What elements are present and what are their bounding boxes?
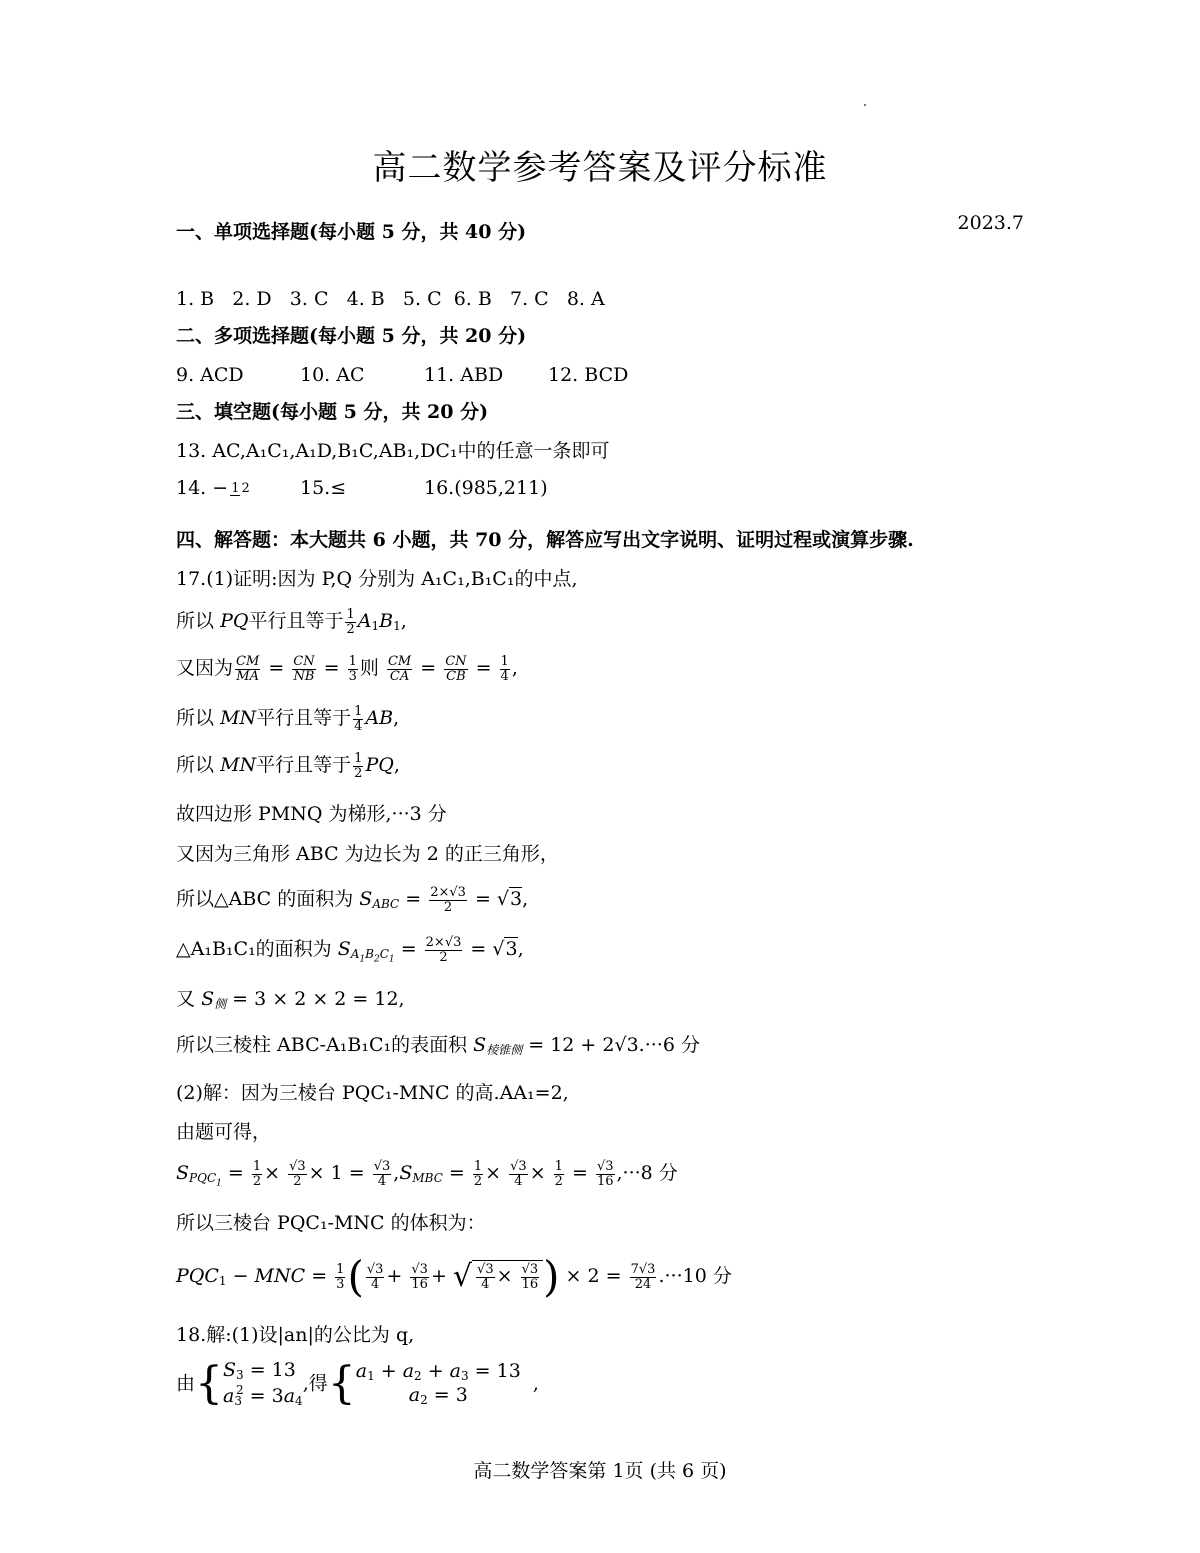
q17-line-5: 所以 MN平行且等于 $\frac{1}{2}$ PQ,	[176, 751, 400, 781]
section4-heading: 四、解答题：本大题共 6 小题，共 70 分，解答应写出文字说明、证明过程或演算步骤.	[176, 529, 914, 551]
q17-line-10: 又 $S_侧 = 3 \times 2 \times 2 = 12$,	[176, 988, 405, 1011]
page-footer: 高二数学答案第 1页 (共 6 页)	[473, 1460, 727, 1482]
q17-line-7: 又因为三角形 ABC 为边长为 2 的正三角形，	[176, 843, 559, 865]
q17-line-6: 故四边形 PMNQ 为梯形,···3 分	[176, 803, 447, 825]
q17-line-8: 所以△ABC 的面积为 $S_{ABC}$ = $\frac{2\times√3}{2}$ = √3,	[176, 885, 529, 915]
answer-7: 7. C	[509, 288, 549, 310]
answer-6: 6. B	[453, 288, 492, 310]
q18-line-2: 由{ $S_3 = 13$ $a_3^2 = 3a_4$ ,得{ $a_1 + a_2 + a_3 = 13$ $a_2 = 3$ ,	[176, 1358, 539, 1409]
answer-4: 4. B	[346, 288, 385, 310]
answer-15: 15.≤	[300, 477, 347, 499]
answer-16: 16.(985,211)	[424, 477, 548, 499]
q18-line-1: 18.解:(1)设|an|的公比为 q,	[176, 1324, 415, 1346]
section1-answers	[176, 288, 605, 311]
q17-line-15: 所以三棱台 PQC₁-MNC 的体积为：	[176, 1212, 486, 1234]
q17-line-3: 又因为 $\frac{CM}{MA}$ = $\frac{CN}{NB}$ = $\frac{1}{3}$ 则 $\frac{CM}{CA}$ = $\frac{CN}{CB}$ = $\frac{1}{4}$ ,	[176, 654, 518, 684]
answer-9: 9. ACD	[176, 364, 244, 386]
section2-answers	[176, 364, 628, 387]
q17-line-12: (2)解：因为三棱台 PQC₁-MNC 的高.AA₁=2,	[176, 1082, 569, 1104]
answer-14: 14. − 1 2	[176, 477, 250, 499]
q17-line-9: △A₁B₁C₁的面积为 $S_{A_1B_2C_1}$ = $\frac{2\times√3}{2}$ = √3,	[176, 935, 524, 965]
answer-12: 12. BCD	[548, 364, 629, 386]
answer-11: 11. ABD	[424, 364, 504, 386]
date-label: 2023.7	[957, 212, 1024, 234]
answer-8: 8. A	[566, 288, 605, 310]
q17-line-14: $S_{PQC_1}$ = $\frac{1}{2}$ × $\frac{√3}{2}$ × 1 = $\frac{√3}{4}$ $,S_{MBC}$ = $\frac{1}{2}$ × $\frac{√3}{4}$ × $\frac{1}{2}$ = $\frac{√3}{16}$ ,···8 分	[176, 1159, 678, 1189]
q17-line-2: 所以 PQ平行且等于 $\frac{1}{2}$ $A_1B_1$,	[176, 607, 407, 637]
q17-line-13: 由题可得，	[176, 1121, 272, 1143]
answer-1: 1. B	[176, 288, 215, 310]
q17-line-16: $PQC_1$ − MNC = $\frac{1}{3}$ ( $\frac{√3}{4}$ + $\frac{√3}{16}$ + √ $\frac{√3}{4}$ × $\frac{√3}{16}$ ) × 2 = $\frac{7√3}{24}$ .···10 分	[176, 1252, 732, 1301]
answer-10: 10. AC	[300, 364, 365, 386]
answer-13: 13. AC,A₁C₁,A₁D,B₁C,AB₁,DC₁中的任意一条即可	[176, 440, 610, 462]
answer-14-fraction: 1 2	[231, 480, 250, 496]
answer-2: 2. D	[232, 288, 272, 310]
answer-3: 3. C	[289, 288, 329, 310]
page-title: 高二数学参考答案及评分标准	[372, 148, 828, 188]
q17-line-1: 17.(1)证明:因为 P,Q 分别为 A₁C₁,B₁C₁的中点,	[176, 568, 578, 590]
answer-5: 5. C	[402, 288, 442, 310]
q17-line-11: 所以三棱柱 ABC-A₁B₁C₁的表面积 $S_{棱锥侧} = 12 + 2√3.\cdot\cdot\cdot 6$ 分	[176, 1034, 700, 1057]
q17-line-4: 所以 MN平行且等于 $\frac{1}{4}$ AB,	[176, 704, 400, 734]
answers-14-16	[176, 477, 548, 500]
scan-speck	[864, 104, 866, 106]
section3-heading: 三、填空题(每小题 5 分，共 20 分)	[176, 401, 489, 423]
section2-heading: 二、多项选择题(每小题 5 分，共 20 分)	[176, 325, 527, 347]
section1-heading: 一、单项选择题(每小题 5 分，共 40 分)	[176, 221, 527, 243]
